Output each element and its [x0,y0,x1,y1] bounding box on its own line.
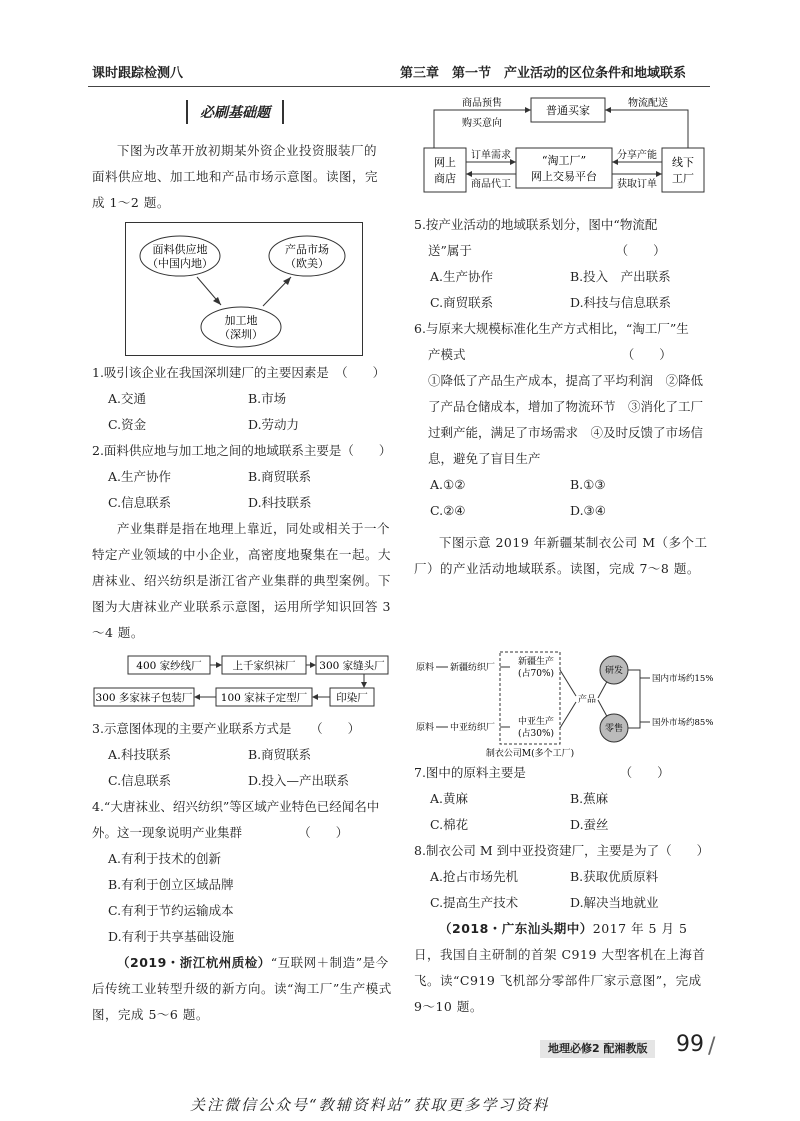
box-factory [662,148,704,192]
q5-option-a: A.生产协作 [430,269,494,284]
q8-options [414,864,714,916]
q6-stem-2: 产模式 （ ） [428,347,672,362]
market-foreign: 国外市场约85% [652,718,714,728]
box-platform-line2: 网上交易平台 [531,170,597,183]
arrowhead-seam-dye [361,682,367,688]
intro-text-5 [414,916,714,1020]
q3-option-a: A.科技联系 [108,747,172,762]
box-pack-label: 300 多家袜子包装厂 [95,692,193,704]
q3-option-d: D.投入—产出联系 [248,773,350,788]
q7-option-b: B.蕉麻 [570,791,609,806]
left-questions-1 [92,360,392,646]
header-left: 课时跟踪检测八 [92,66,184,81]
box-platform-line1: “淘工厂” [541,154,587,167]
diagram-taofactory [416,92,712,200]
box-shop-line2: 商店 [434,172,456,185]
q2-stem: 2.面料供应地与加工地之间的地域联系主要是（ ） [92,443,392,458]
label-order: 订单需求 [471,150,511,161]
product-label: 产品 [578,695,597,705]
q1-option-a: A.交通 [108,391,147,406]
q4-option-b: B.有利于创立区域品牌 [108,877,234,892]
q4-options [92,846,392,950]
arrowhead-knit-seam [310,662,316,668]
q6-option-c: C.②④ [430,503,466,518]
arrowhead-get [656,171,662,177]
label-share: 分享产能 [617,150,657,161]
right-questions-2 [414,760,714,1020]
q8-stem: 8.制衣公司 M 到中亚投资建厂，主要是为了（ ） [414,843,710,858]
factory-2: 中亚纺织厂 [450,723,496,733]
box-factory-line1: 线下 [672,156,694,169]
factory-1: 新疆纺织厂 [450,663,496,673]
q1-stem: 1.吸引该企业在我国深圳建厂的主要因素是 （ ） [92,365,386,380]
intro-3-source: （2019・浙江杭州质检） [117,955,271,970]
diagram-garment-company [414,646,714,762]
q7-option-c: C.棉花 [430,817,469,832]
q7-stem: 7.图中的原料主要是 （ ） [414,765,670,780]
q7-options [414,786,714,838]
q4-stem-2: 外。这一现象说明产业集群 （ ） [92,825,349,840]
node-a-line2: （中国内地） [147,257,213,270]
q6-option-b: B.①③ [570,477,606,492]
q1-option-d: D.劳动力 [248,417,300,432]
diagram-supply-chain [125,222,363,356]
q3-option-c: C.信息联系 [108,773,172,788]
q5-option-d: D.科技与信息联系 [570,295,672,310]
intro-text-4: 下图示意 2019 年新疆某制衣公司 M（多个工厂）的产业活动地域联系。读图，完成 7～8 题。 [414,535,708,576]
market-domestic: 国内市场约15% [652,674,714,684]
left-column [92,138,384,216]
q5-option-b: B.投入 产出联系 [570,269,671,284]
header-rule [88,86,710,87]
intro-5-source: （2018・广东汕头期中） [439,921,593,936]
label-intent: 购买意向 [462,118,502,129]
q1-options [92,386,392,438]
sale-label: 零售 [604,724,624,734]
box-factory-line2: 工厂 [672,172,694,185]
footer-slash: / [708,1034,716,1059]
q6-stem-1: 6.与原来大规模标准化生产方式相比，“淘工厂”生 [414,321,689,336]
line-buyer-shop [434,110,531,148]
q3-stem: 3.示意图体现的主要产业联系方式是 （ ） [92,721,361,736]
intro-text-3 [92,950,392,1028]
dev-label: 研发 [604,666,624,676]
q4-option-d: D.有利于共享基础设施 [108,929,235,944]
q8-option-a: A.抢占市场先机 [430,869,519,884]
left-questions-2 [92,716,392,1028]
q3-option-b: B.商贸联系 [248,747,312,762]
header-right: 第三章 第一节 产业活动的区位条件和地域联系 [400,66,687,81]
q7-option-d: D.蚕丝 [570,817,609,832]
label-oem: 商品代工 [471,179,511,190]
box-seam-label: 300 家缝头厂 [319,660,385,672]
arrowhead-a-to-c [213,297,221,305]
q4-option-c: C.有利于节约运输成本 [108,903,234,918]
q5-options [414,264,714,316]
node-a-line1: 面料供应地 [152,243,208,256]
q1-option-c: C.资金 [108,417,147,432]
raw-2: 原料 [416,723,435,733]
q6-option-a: A.①② [430,477,466,492]
q8-option-d: D.解决当地就业 [570,895,659,910]
intro-5-body: 2017 年 5 月 5 日，我国自主研制的首架 C919 大型客机在上海首飞。读“C919 飞机部分零部件厂家示意图”，完成 9～10 题。 [414,921,706,1014]
label-logistics: 物流配送 [628,98,668,109]
q1-option-b: B.市场 [248,391,287,406]
node-b-line2: （欧美） [285,257,329,270]
box-yarn-label: 400 家纱线厂 [136,660,202,672]
footer-promo: 关注微信公众号“教辅资料站”获取更多学习资料 [190,1096,550,1114]
node-b-line1: 产品市场 [285,243,329,256]
q5-stem-2: 送”属于 （ ） [428,243,666,258]
box-knit-label: 上千家织袜厂 [232,660,296,672]
box-set-label: 100 家袜子定型厂 [220,692,308,704]
arrowhead-dye-set [312,694,318,700]
q3-options [92,742,392,794]
q2-option-a: A.生产协作 [108,469,172,484]
q8-option-c: C.提高生产技术 [430,895,519,910]
box-shop [424,148,466,192]
arrowhead-yarn-knit [216,662,222,668]
q6-body: ①降低了产品生产成本，提高了平均利润 ②降低了产品仓储成本，增加了物流环节 ③消化了工厂过剩产能，满足了市场需求 ④及时反馈了市场信息，避免了盲目生产 [428,373,704,466]
arrowhead-oem [466,171,472,177]
q4-stem-1: 4.“大唐袜业、绍兴纺织”等区域产业特色已经闻名中 [92,799,380,814]
q2-option-c: C.信息联系 [108,495,172,510]
box-shop-line1: 网上 [434,156,456,169]
node-market [269,236,345,276]
section-title: 必刷基础题 [186,100,284,124]
node-c-line2: （深圳） [219,328,263,341]
diagram-sock-industry [92,652,392,712]
label-presale: 商品预售 [462,98,502,109]
intro-3-body: “互联网＋制造”是今后传统工业转型升级的新方向。读“淘工厂”生产模式图，完成 5～6 题。 [92,955,392,1022]
prod-2-line2: (占30%) [517,729,555,739]
label-get: 获取订单 [617,179,657,190]
intro-text-1: 下图为改革开放初期某外资企业投资服装厂的面料供应地、加工地和产品市场示意图。读图，完成 1～2 题。 [92,143,379,210]
company-label: 制衣公司M(多个工厂) [485,749,575,759]
line-buyer-factory [605,110,688,148]
q2-option-d: D.科技联系 [248,495,312,510]
prod-1-line1: 新疆生产 [517,657,555,667]
footer-book-label: 地理必修2 配湘教版 [540,1040,655,1058]
q6-option-d: D.③④ [570,503,606,518]
q2-option-b: B.商贸联系 [248,469,312,484]
raw-1: 原料 [416,663,435,673]
box-buyer-label: 普通买家 [546,104,590,117]
q7-option-a: A.黄麻 [430,791,469,806]
node-processing [201,307,281,347]
arrowhead-to-buyer [525,107,531,113]
footer-page-number: 99 [676,1032,704,1057]
line-bracket [628,670,640,728]
q2-options [92,464,392,516]
arrowhead-set-pack [194,694,200,700]
prod-1-line2: (占70%) [517,669,555,679]
node-c-line1: 加工地 [224,314,258,327]
right-questions-1 [414,212,714,582]
arrow-p1-product [560,670,576,696]
q4-option-a: A.有利于技术的创新 [108,851,222,866]
q5-option-c: C.商贸联系 [430,295,494,310]
arrow-p2-product [560,702,576,728]
prod-2-line1: 中亚生产 [517,717,555,727]
box-dye-label: 印染厂 [336,692,368,704]
q5-stem-1: 5.按产业活动的地域联系划分，图中“物流配 [414,217,658,232]
intro-text-2: 产业集群是指在地理上靠近，同处或相关于一个特定产业领域的中小企业，高密度地聚集在一起。大唐袜业、绍兴纺织是浙江省产业集群的典型案例。下图为大唐袜业产业联系示意图，运用所学知识回答 3～4 题。 [92,521,392,640]
q6-options [414,472,714,524]
arrowhead-from-factory [605,107,611,113]
q8-option-b: B.获取优质原料 [570,869,659,884]
node-fabric-supply [140,236,220,276]
